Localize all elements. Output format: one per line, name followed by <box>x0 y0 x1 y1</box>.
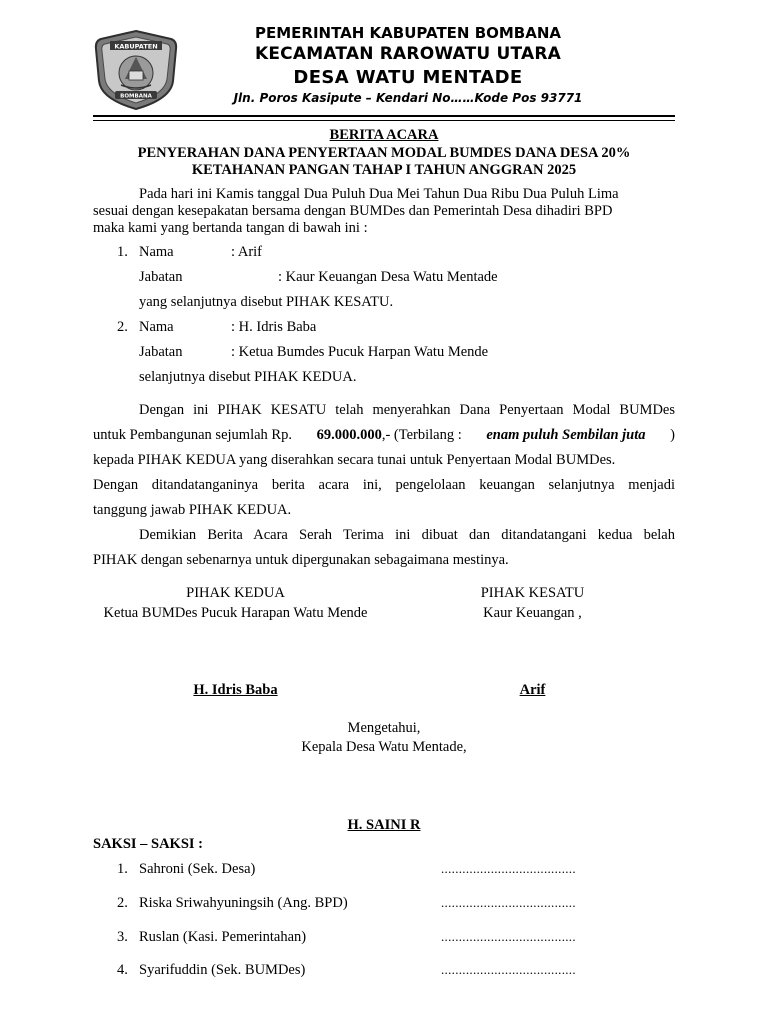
svg-text:KABUPATEN: KABUPATEN <box>114 42 158 51</box>
witness-1-name: Sahroni (Sek. Desa) <box>139 861 256 877</box>
witness-1-number: 1. <box>117 861 128 877</box>
witness-4-signature-line: ...................................... <box>441 962 576 977</box>
witness-4-name: Syarifuddin (Sek. BUMDes) <box>139 962 306 978</box>
body-line-5: tanggung jawab PIHAK KEDUA. <box>93 502 292 518</box>
amount-close: ) <box>670 427 675 443</box>
amount-prefix: untuk Pembangunan sejumlah Rp. <box>93 427 292 443</box>
witness-2-name: Riska Sriwahyuningsih (Ang. BPD) <box>139 895 348 911</box>
document-subtitle-1: PENYERAHAN DANA PENYERTAAN MODAL BUMDES DANA DESA 20% <box>137 145 631 161</box>
amount-value: 69.000.000 <box>316 427 382 443</box>
letterhead-rule-thin <box>93 120 675 121</box>
left-signatory-role: PIHAK KEDUA <box>186 585 285 601</box>
body-line-3: kepada PIHAK KEDUA yang diserahkan secara tunai untuk Penyertaan Modal BUMDes. <box>93 452 616 468</box>
party-1-designation: yang selanjutnya disebut PIHAK KESATU. <box>139 294 394 310</box>
closing-line-2: PIHAK dengan sebenarnya untuk dipergunakan sebagaimana mestinya. <box>93 552 509 568</box>
witness-1-signature-line: ...................................... <box>441 861 576 876</box>
party-2-name-label: Nama <box>139 319 174 335</box>
party-1-number: 1. <box>117 244 128 260</box>
village-head-position: Kepala Desa Watu Mentade, <box>301 739 467 755</box>
left-signatory-name: H. Idris Baba <box>193 682 278 698</box>
document-title: BERITA ACARA <box>329 127 439 143</box>
closing-line-1: Demikian Berita Acara Serah Terima ini dibuat dan ditandatangani kedua belah <box>139 527 675 543</box>
witness-2-signature-line: ...................................... <box>441 895 576 910</box>
bombana-regency-logo <box>93 29 179 111</box>
body-line-2 <box>93 427 675 444</box>
witness-3-name: Ruslan (Kasi. Pemerintahan) <box>139 929 307 945</box>
party-1-position-value: : Kaur Keuangan Desa Watu Mentade <box>278 269 498 285</box>
witness-3-signature-line: ...................................... <box>441 929 576 944</box>
witness-4-number: 4. <box>117 962 128 978</box>
village-name: DESA WATU MENTADE <box>293 67 523 88</box>
party-2-number: 2. <box>117 319 128 335</box>
opening-line-2: sesuai dengan kesepakatan bersama dengan BUMDes dan Pemerintah Desa dihadiri BPD <box>93 203 613 219</box>
witness-3-number: 3. <box>117 929 128 945</box>
opening-line-1: Pada hari ini Kamis tanggal Dua Puluh Dua Mei Tahun Dua Ribu Dua Puluh Lima <box>139 186 619 202</box>
amount-group <box>317 427 462 444</box>
party-2-designation: selanjutnya disebut PIHAK KEDUA. <box>139 369 357 385</box>
district-name: KECAMATAN RAROWATU UTARA <box>255 44 561 64</box>
amount-suffix: ,- (Terbilang : <box>381 427 462 443</box>
document-subtitle-2: KETAHANAN PANGAN TAHAP I TAHUN ANGGRAN 2025 <box>191 162 577 178</box>
party-1-name-label: Nama <box>139 244 174 260</box>
left-signatory-position: Ketua BUMDes Pucuk Harapan Watu Mende <box>103 605 368 621</box>
office-address: Jln. Poros Kasipute – Kendari No……Kode Pos 93771 <box>233 91 583 105</box>
right-signatory-role: PIHAK KESATU <box>480 585 585 601</box>
body-line-4: Dengan ditandatanganinya berita acara ini, pengelolaan keuangan selanjutnya menjadi <box>93 477 675 493</box>
opening-line-3: maka kami yang bertanda tangan di bawah ini : <box>93 220 368 236</box>
svg-text:BOMBANA: BOMBANA <box>120 93 152 100</box>
party-2-name-value: : H. Idris Baba <box>231 319 317 335</box>
amount-in-words: enam puluh Sembilan juta <box>486 427 646 443</box>
party-2-position-label: Jabatan <box>139 344 183 360</box>
party-2-position-value: : Ketua Bumdes Pucuk Harpan Watu Mende <box>231 344 489 360</box>
party-1-position-label: Jabatan <box>139 269 183 285</box>
village-head-name: H. SAINI R <box>347 817 421 833</box>
witnesses-heading: SAKSI – SAKSI : <box>93 836 203 852</box>
body-line-1: Dengan ini PIHAK KESATU telah menyerahkan Dana Penyertaan Modal BUMDes <box>139 402 675 418</box>
right-signatory-name: Arif <box>519 682 546 698</box>
government-name: PEMERINTAH KABUPATEN BOMBANA <box>254 24 562 42</box>
party-1-name-value: : Arif <box>231 244 263 260</box>
acknowledge-label: Mengetahui, <box>347 720 421 736</box>
letterhead-rule-thick <box>93 115 675 117</box>
right-signatory-position: Kaur Keuangan , <box>483 605 582 621</box>
witness-2-number: 2. <box>117 895 128 911</box>
